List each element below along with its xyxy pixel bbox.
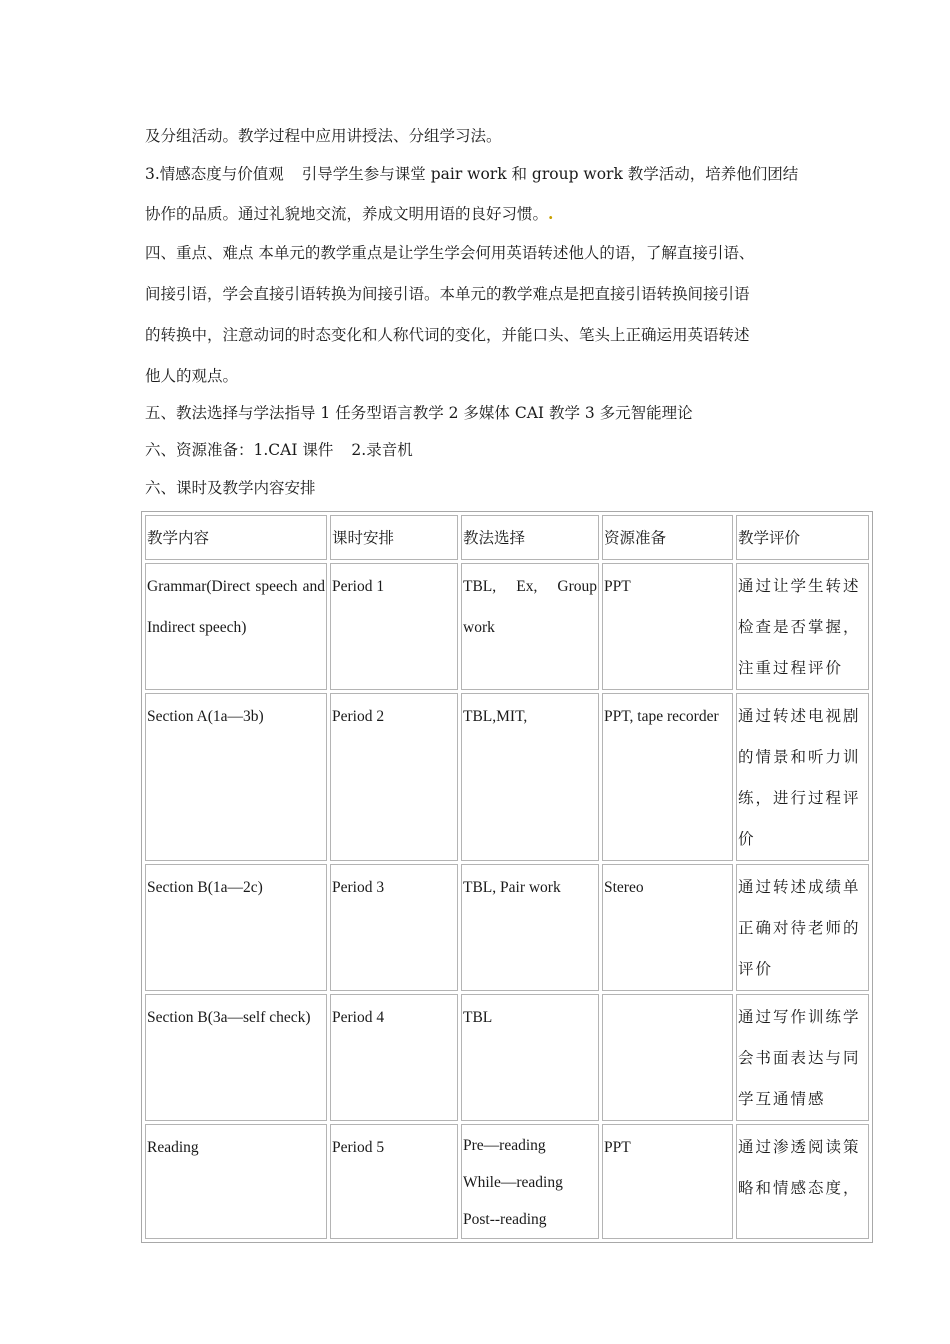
paragraph-line [145,126,502,146]
paragraph-line [145,440,413,460]
paragraph-line [145,243,754,263]
table-row [145,1124,869,1239]
content-cell: Section B(1a—2c) [145,864,327,991]
paragraph-line [145,366,238,386]
text: 协作的品质。通过礼貌地交流，养成文明用语的良好习惯。 [145,205,549,223]
text: 引导学生参与课堂 pair work 和 group work 教学活动，培养他们团结 [301,165,799,183]
evaluation-cell: 通过让学生转述检查是否掌握，注重过程评价 [736,563,869,690]
paragraph-line [145,325,750,345]
method-line: While—reading [463,1174,563,1191]
header-cell: 课时安排 [330,515,458,560]
evaluation-cell: 通过转述电视剧的情景和听力训练，进行过程评价 [736,693,869,861]
text: 3.情感态度与价值观 [145,165,284,183]
text: 六、课时及教学内容安排 [145,479,316,497]
period-cell: Period 1 [330,563,458,690]
method-line: Pre—reading [463,1137,546,1154]
paragraph-line [145,204,553,224]
content-cell: Section A(1a—3b) [145,693,327,861]
paragraph-line [145,478,316,498]
resource-cell: Stereo [602,864,733,991]
text: 六、资源准备：1.CAI 课件 [145,441,334,459]
evaluation-cell: 通过写作训练学会书面表达与同学互通情感 [736,994,869,1121]
resource-cell: PPT [602,563,733,690]
table-row [145,563,869,690]
period-cell: Period 5 [330,1124,458,1239]
period-cell: Period 3 [330,864,458,991]
table-row [145,864,869,991]
table-row [145,994,869,1121]
text: 2.录音机 [351,441,413,459]
evaluation-cell: 通过渗透阅读策略和情感态度， [736,1124,869,1239]
lesson-plan-table [141,511,873,1243]
table-header-row [145,515,869,560]
resource-cell: PPT, tape recorder [602,693,733,861]
paragraph-line [145,164,798,184]
content-cell: Grammar(Direct speech and Indirect speech) [145,563,327,690]
paragraph-line [145,284,750,304]
table-row [145,693,869,861]
method-cell: TBL, Pair work [461,864,599,991]
content-cell: Section B(3a—self check) [145,994,327,1121]
method-cell: TBL,MIT, [461,693,599,861]
text: 的转换中，注意动词的时态变化和人称代词的变化，并能口头、笔头上正确运用英语转述 [145,326,750,344]
content-cell: Reading [145,1124,327,1239]
header-cell: 资源准备 [602,515,733,560]
marker-dot: . [548,204,554,223]
header-cell: 教学内容 [145,515,327,560]
resource-cell: PPT [602,1124,733,1239]
text: 五、教法选择与学法指导 1 任务型语言教学 2 多媒体 CAI 教学 3 多元智能理论 [145,404,693,422]
resource-cell [602,994,733,1121]
period-cell: Period 4 [330,994,458,1121]
header-cell: 教法选择 [461,515,599,560]
text: 及分组活动。教学过程中应用讲授法、分组学习法。 [145,127,502,145]
header-cell: 教学评价 [736,515,869,560]
text: 间接引语，学会直接引语转换为间接引语。本单元的教学难点是把直接引语转换间接引语 [145,285,750,303]
text: 他人的观点。 [145,367,239,385]
method-line: Post--reading [463,1211,547,1228]
evaluation-cell: 通过转述成绩单正确对待老师的评价 [736,864,869,991]
text: 四、重点、难点 本单元的教学重点是让学生学会何用英语转述他人的语，了解直接引语、 [145,244,755,262]
paragraph-line [145,403,693,423]
method-cell [461,1124,599,1239]
method-cell: TBL, Ex, Group work [461,563,599,690]
period-cell: Period 2 [330,693,458,861]
method-cell: TBL [461,994,599,1121]
